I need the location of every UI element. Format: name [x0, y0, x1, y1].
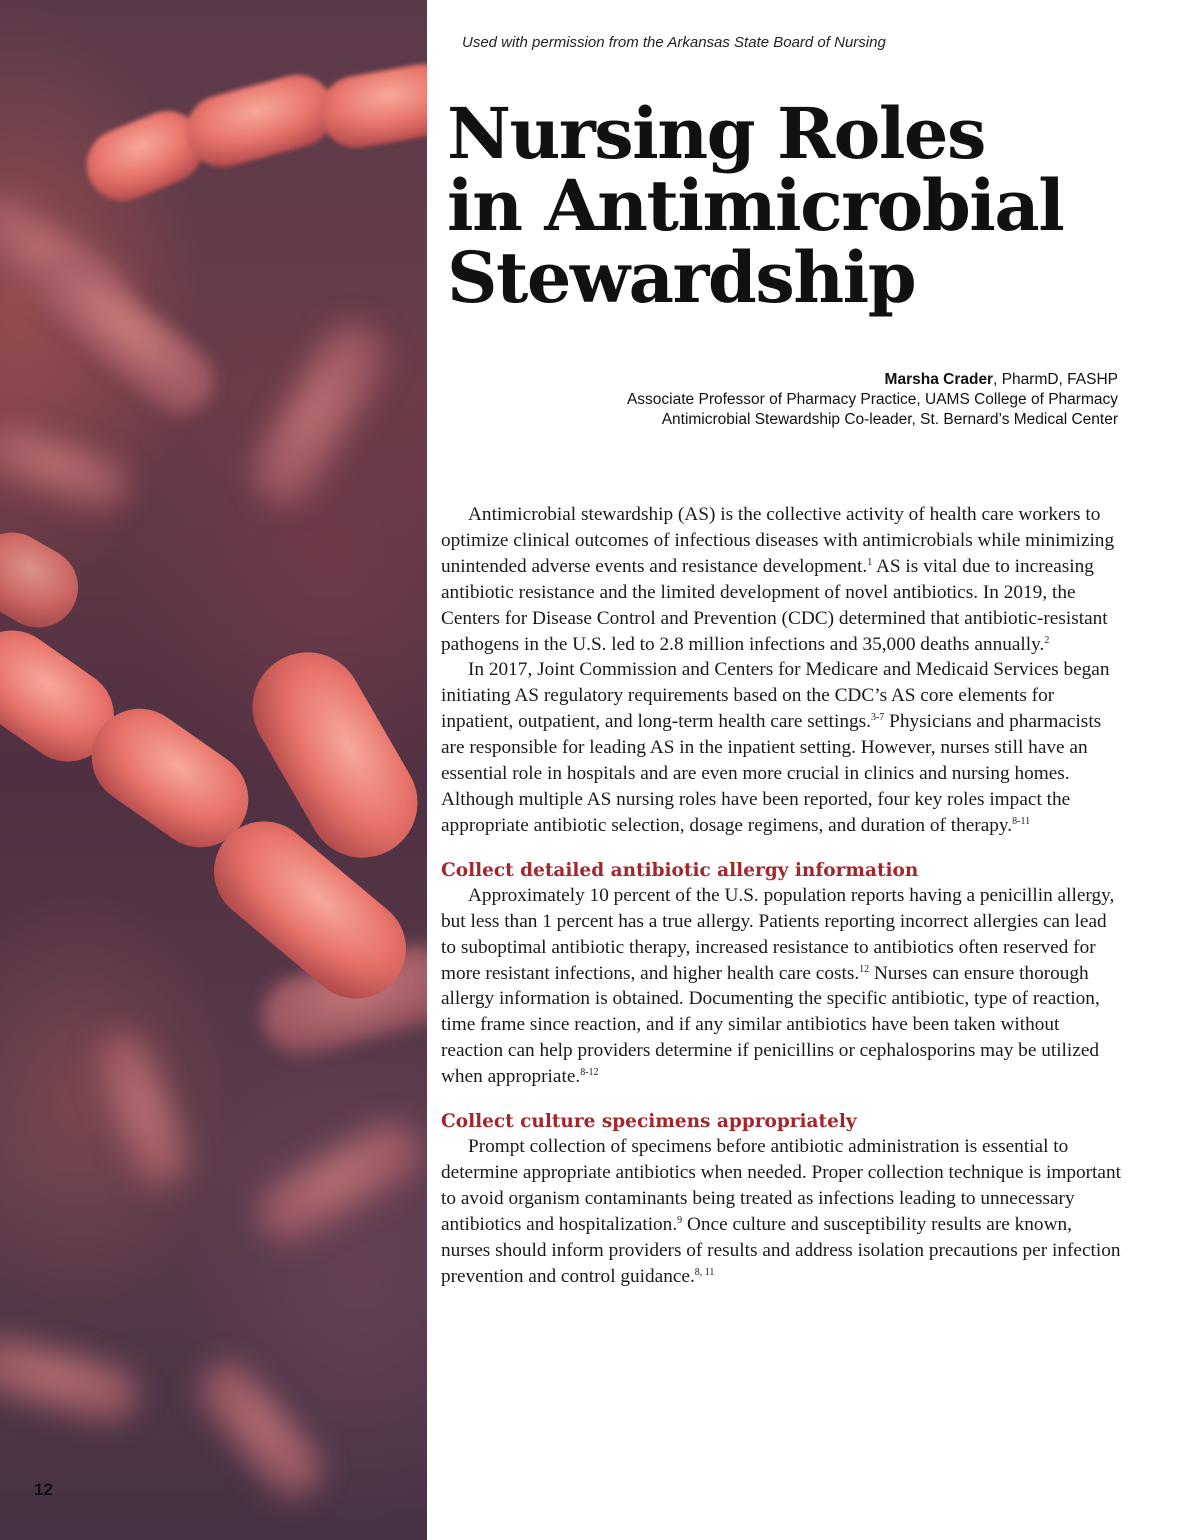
- footnote-ref: 1: [867, 556, 873, 568]
- footnote-ref: 2: [1044, 634, 1050, 646]
- author-name: Marsha Crader: [884, 371, 994, 388]
- bacteria-photo: [0, 0, 427, 1540]
- title-line: in Antimicrobial: [447, 164, 1064, 247]
- page-number: 12: [34, 1480, 53, 1499]
- body-paragraph: In 2017, Joint Commission and Centers for Medicare and Medicaid Services began initiating AS regulatory requirements based on the CDC’s AS core elements for inpatient, outpatient, and long-term health care settings.$^{3-7}$ Physicians and pharmacists are responsible for leading AS in the inpatient setting. However, nurses still have an essential role in hospitals and are even more crucial in clinics and nursing homes. Although multiple AS nursing roles have been reported, four key roles impact the appropriate antibiotic selection, dosage regimens, and duration of therapy.$^{8-11}$: [441, 659, 1110, 836]
- author-byline: [627, 370, 1118, 430]
- section-heading: Collect detailed antibiotic allergy information: [441, 859, 919, 881]
- article-title: [447, 92, 1147, 319]
- title-line: Nursing Roles: [447, 92, 985, 175]
- footnote-ref: 3-7: [870, 712, 885, 724]
- permission-credit: Used with permission from the Arkansas State Board of Nursing: [462, 34, 886, 51]
- body-paragraph: Antimicrobial stewardship (AS) is the collective activity of health care workers to optimize clinical outcomes of infectious diseases with antimicrobials while minimizing unintended adverse events and resistance development.$^1$ AS is vital due to increasing antibiotic resistance and the limited development of novel antibiotics. In 2019, the Centers for Disease Control and Prevention (CDC) determined that antibiotic-resistant pathogens in the U.S. led to 2.8 million infections and 35,000 deaths annually.$^2$: [441, 504, 1115, 655]
- author-line-3: Antimicrobial Stewardship Co-leader, St. Bernard’s Medical Center: [661, 411, 1118, 428]
- bacteria-illustration: [0, 0, 427, 1540]
- title-line: Stewardship: [447, 236, 916, 319]
- body-paragraph: Approximately 10 percent of the U.S. population reports having a penicillin allergy, but less than 1 percent has a true allergy. Patients reporting incorrect allergies can lead to suboptimal antibiotic therapy, increased resistance to antibiotics often reserved for more resistant infections, and higher health care costs.$^{12}$ Nurses can ensure thorough allergy information is obtained. Documenting the specific antibiotic, type of reaction, time frame since reaction, and if any similar antibiotics have been taken without reaction can help providers determine if penicillins or cephalosporins may be utilized when appropriate.$^{8-12}$: [441, 884, 1115, 1088]
- footnote-ref: 8-11: [1012, 815, 1031, 827]
- author-credentials: , PharmD, FASHP: [993, 371, 1118, 388]
- author-line-1: [627, 370, 1118, 390]
- footnote-ref: 12: [859, 963, 870, 975]
- footnote-ref: 8, 11: [694, 1266, 715, 1278]
- footnote-ref: 8-12: [580, 1067, 599, 1079]
- body-paragraph: Prompt collection of specimens before antibiotic administration is essential to determine appropriate antibiotics when needed. Proper collection technique is important to avoid organism contaminants being treated as infections leading to unnecessary antibiotics and hospitalization.$^9$ Once culture and susceptibility results are known, nurses should inform providers of results and address isolation precautions per infection prevention and control guidance.$^{8, 11}$: [441, 1136, 1121, 1287]
- section-heading: Collect culture specimens appropriately: [441, 1111, 857, 1133]
- footnote-ref: 9: [677, 1214, 683, 1226]
- article-body: [441, 502, 1121, 1289]
- author-line-2: Associate Professor of Pharmacy Practice, UAMS College of Pharmacy: [626, 391, 1118, 408]
